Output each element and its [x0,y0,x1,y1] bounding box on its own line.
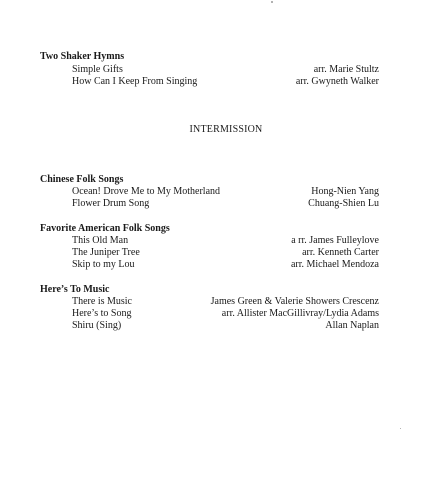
piece-title: Here’s to Song [72,308,132,319]
piece-title: The Juniper Tree [72,247,140,258]
piece-credit: a rr. James Fulleylove [291,235,379,246]
piece-credit: arr. Michael Mendoza [290,259,379,270]
intermission-label: INTERMISSION [189,124,263,135]
piece-title: How Can I Keep From Singing [72,76,198,87]
piece-title: Shiru (Sing) [72,320,122,331]
section-title: Here’s To Music [40,284,110,295]
piece-credit: arr. Kenneth Carter [302,247,379,258]
scan-speck [400,428,401,429]
piece-title: Skip to my Lou [72,259,135,270]
section-title: Favorite American Folk Songs [40,223,170,234]
piece-credit: Chuang-Shien Lu [308,198,379,209]
section-title: Chinese Folk Songs [40,174,124,185]
piece-title: This Old Man [72,235,129,246]
section-title: Two Shaker Hymns [40,51,125,62]
piece-title: Simple Gifts [72,64,123,75]
piece-credit: arr. Allister MacGillivray/Lydia Adams [221,308,379,319]
piece-title: Flower Drum Song [72,198,150,209]
piece-credit: arr. Marie Stultz [313,64,379,75]
piece-title: There is Music [72,296,132,307]
piece-credit: Hong-Nien Yang [311,186,379,197]
piece-credit: James Green & Valerie Showers Crescenz [210,296,379,307]
piece-credit: arr. Gwyneth Walker [295,76,379,87]
piece-title: Ocean! Drove Me to My Motherland [72,186,221,197]
piece-credit: Allan Naplan [325,320,379,331]
scan-speck [271,1,273,3]
